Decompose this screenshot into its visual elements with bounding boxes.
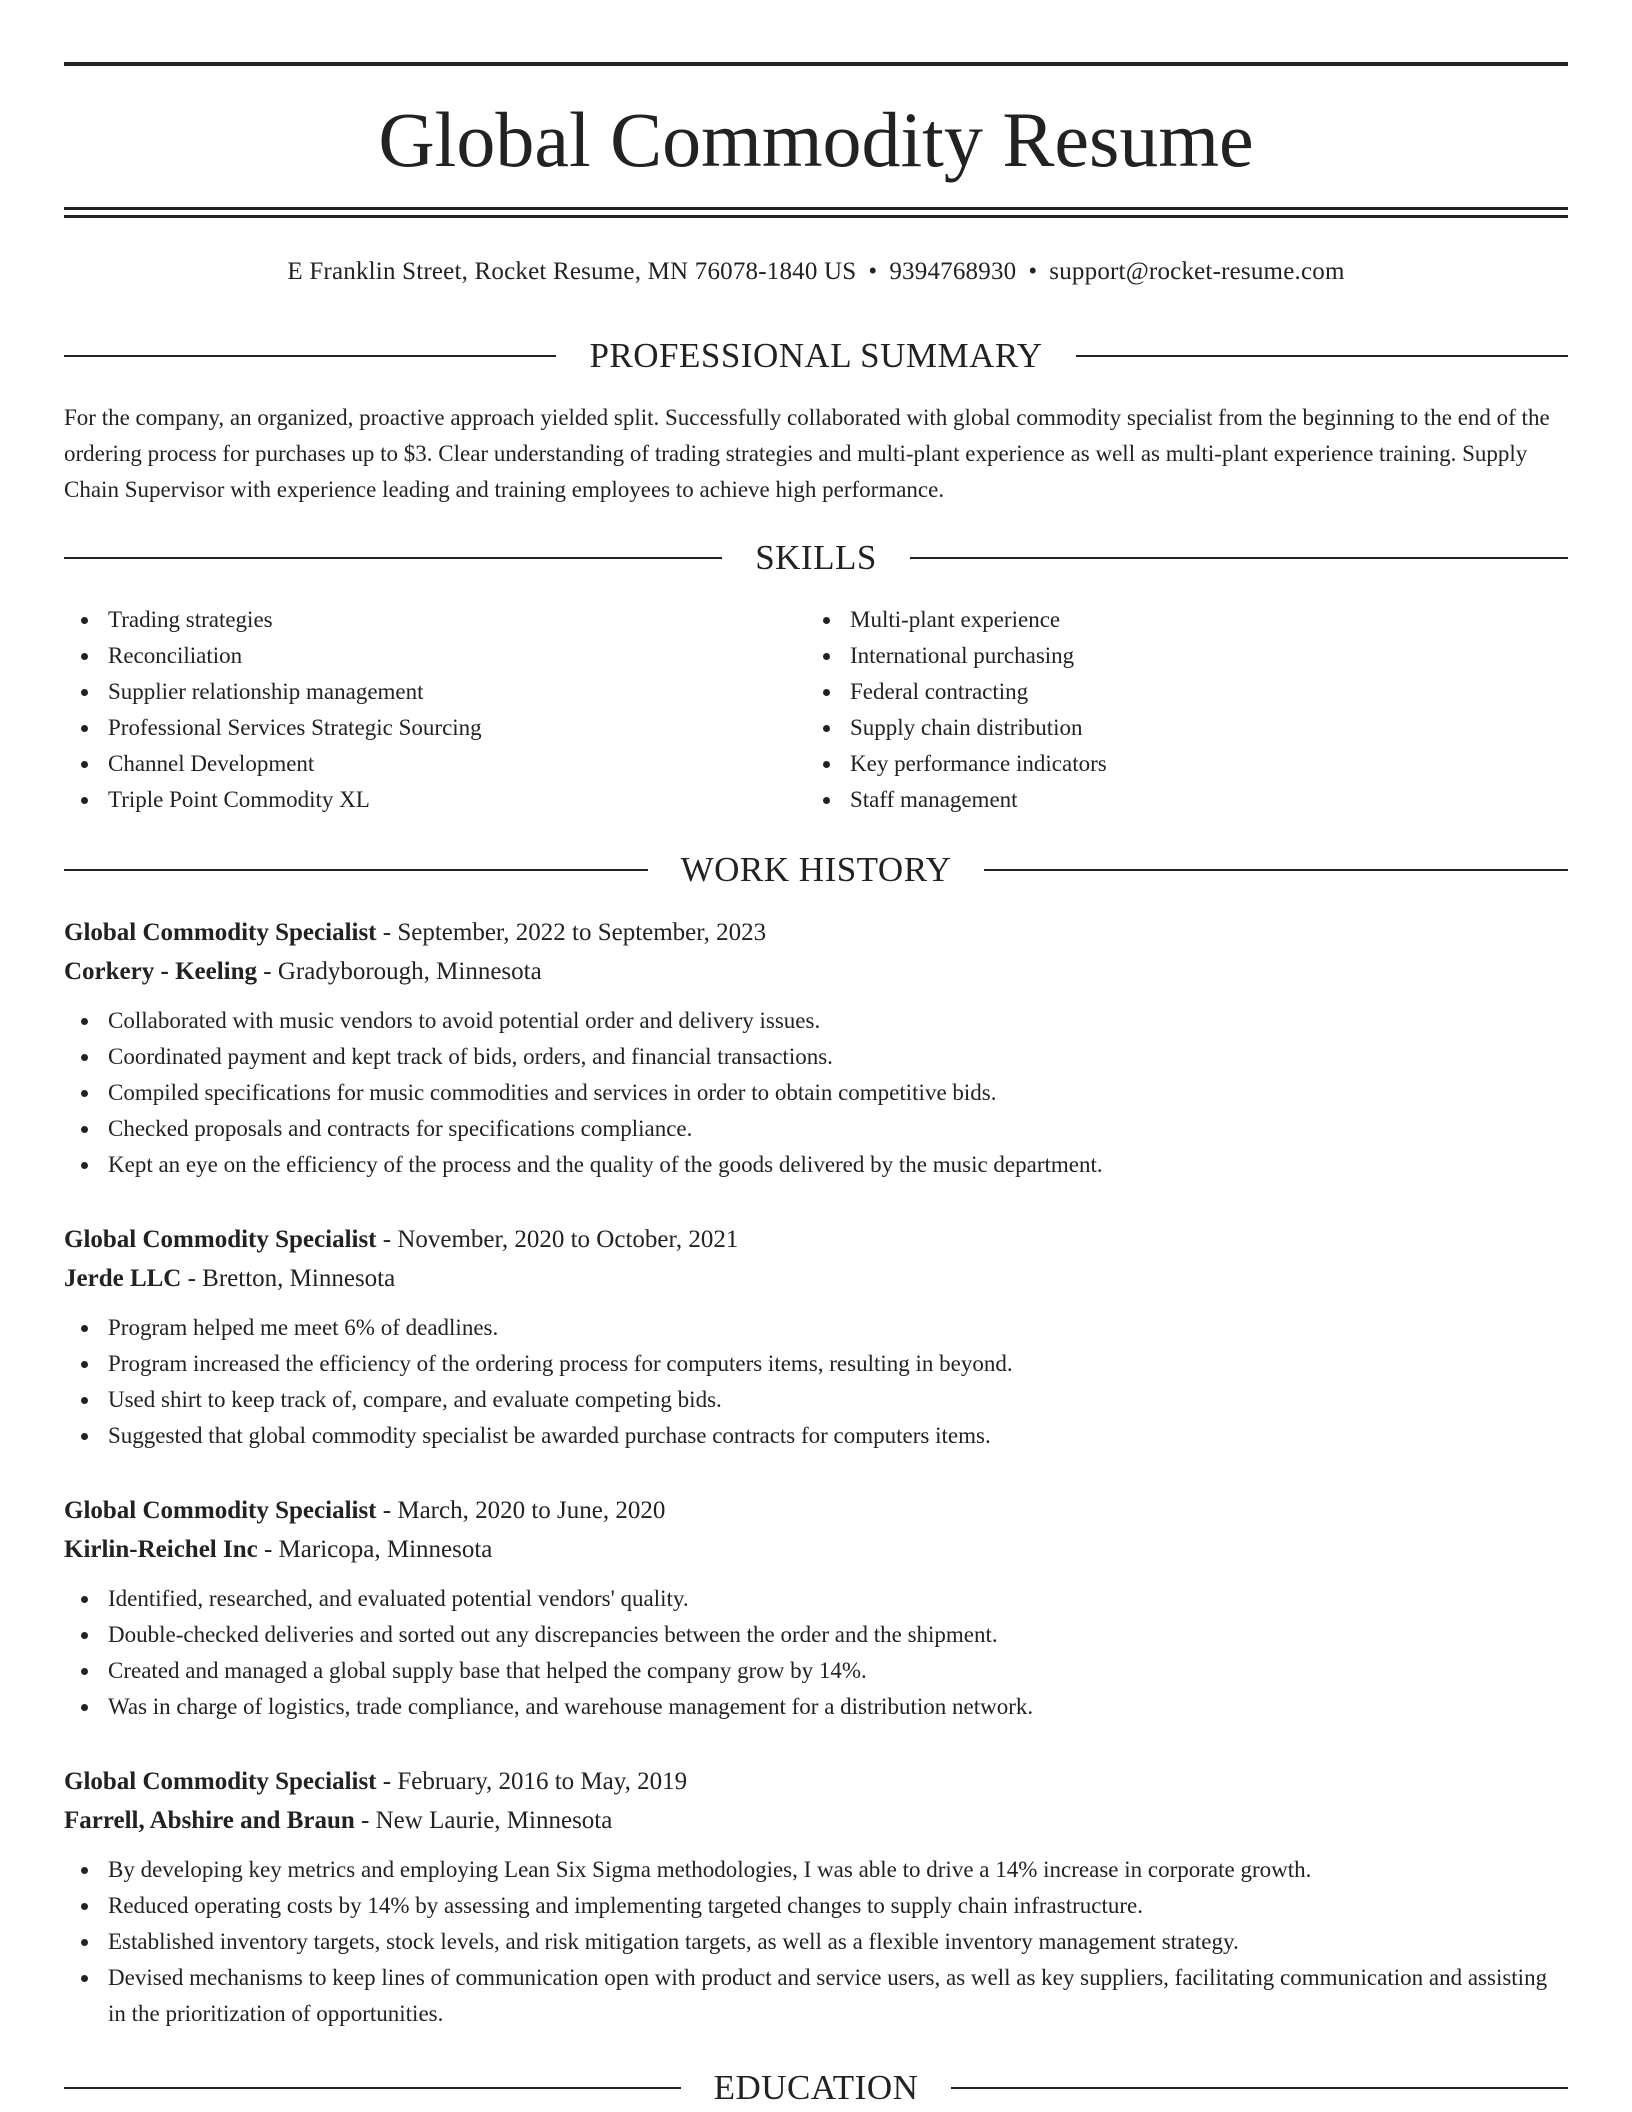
- job-company-line: [64, 1801, 1568, 1840]
- job-title-line: [64, 1491, 1568, 1530]
- contact-line: [64, 254, 1568, 290]
- summary-section-header: [64, 334, 1568, 378]
- work-section-header: [64, 848, 1568, 892]
- education-section-header: [64, 2066, 1568, 2110]
- job-dates: - November, 2020 to October, 2021: [376, 1226, 739, 1253]
- job-bullet: Collaborated with music vendors to avoid potential order and delivery issues.: [108, 1003, 1568, 1039]
- job-title-line: [64, 1220, 1568, 1259]
- job-bullet: Program increased the efficiency of the ordering process for computers items, resulting in beyond.: [108, 1346, 1568, 1382]
- skill-item: Staff management: [850, 782, 1548, 818]
- job-title-line: [64, 1762, 1568, 1801]
- job-company-line: [64, 1259, 1568, 1298]
- job-company: Kirlin-Reichel Inc: [64, 1536, 258, 1563]
- job-entry: [64, 913, 1568, 1183]
- contact-phone[interactable]: 9394768930: [889, 258, 1017, 285]
- job-dates: - September, 2022 to September, 2023: [376, 919, 767, 946]
- job-company: Farrell, Abshire and Braun: [64, 1807, 355, 1834]
- job-bullet: Used shirt to keep track of, compare, and evaluate competing bids.: [108, 1382, 1568, 1418]
- skills-list: [64, 602, 1568, 818]
- skills-column-left: [64, 602, 806, 818]
- job-bullet: Was in charge of logistics, trade compliance, and warehouse management for a distribution network.: [108, 1689, 1568, 1725]
- skills-section-header: [64, 536, 1568, 580]
- job-bullet: Reduced operating costs by 14% by assessing and implementing targeted changes to supply chain infrastructure.: [108, 1888, 1568, 1924]
- resume-title: Global Commodity Resume: [378, 96, 1254, 183]
- header-bottom-rule-1: [64, 207, 1568, 210]
- section-rule: [951, 2087, 1568, 2089]
- job-bullet: Kept an eye on the efficiency of the process and the quality of the goods delivered by the music department.: [108, 1147, 1568, 1183]
- skill-item: Triple Point Commodity XL: [108, 782, 806, 818]
- job-bullet: By developing key metrics and employing Lean Six Sigma methodologies, I was able to drive a 14% increase in corporate growth.: [108, 1852, 1568, 1888]
- job-bullets: [64, 1310, 1568, 1454]
- contact-separator: •: [868, 258, 878, 285]
- skill-item: Multi-plant experience: [850, 602, 1548, 638]
- job-company: Jerde LLC: [64, 1265, 182, 1292]
- job-location: - Gradyborough, Minnesota: [257, 958, 542, 985]
- job-dates: - March, 2020 to June, 2020: [376, 1497, 666, 1524]
- skills-column-right: [806, 602, 1548, 818]
- job-company: Corkery - Keeling: [64, 958, 258, 985]
- job-bullet: Created and managed a global supply base that helped the company grow by 14%.: [108, 1653, 1568, 1689]
- skill-item: Trading strategies: [108, 602, 806, 638]
- contact-separator: •: [1028, 258, 1038, 285]
- skill-item: Reconciliation: [108, 638, 806, 674]
- job-entry: [64, 1491, 1568, 1725]
- contact-address: E Franklin Street, Rocket Resume, MN 76078-1840 US: [287, 258, 857, 285]
- job-location: - New Laurie, Minnesota: [354, 1807, 613, 1834]
- job-title-line: [64, 913, 1568, 952]
- job-bullet: Identified, researched, and evaluated potential vendors' quality.: [108, 1581, 1568, 1617]
- skill-item: Key performance indicators: [850, 746, 1548, 782]
- skill-item: Supplier relationship management: [108, 674, 806, 710]
- job-bullet: Checked proposals and contracts for specifications compliance.: [108, 1111, 1568, 1147]
- skill-item: Channel Development: [108, 746, 806, 782]
- job-bullet: Coordinated payment and kept track of bids, orders, and financial transactions.: [108, 1039, 1568, 1075]
- summary-text: For the company, an organized, proactive approach yielded split. Successfully collaborated with global commodity specialist from the beginning to the end of the ordering process for purchases up to $3. Clear understanding of trading strategies and multi-plant experience as well as multi-plant experience training. Supply Chain Supervisor with experience leading and training employees to achieve high performance.: [64, 405, 1550, 502]
- job-bullet: Compiled specifications for music commodities and services in order to obtain competitive bids.: [108, 1075, 1568, 1111]
- job-title: Global Commodity Specialist: [64, 1768, 377, 1795]
- job-title: Global Commodity Specialist: [64, 919, 377, 946]
- section-rule: [910, 557, 1568, 559]
- job-bullets: [64, 1003, 1568, 1183]
- education-heading: EDUCATION: [713, 2068, 919, 2107]
- skill-item: Federal contracting: [850, 674, 1548, 710]
- job-entry: [64, 1220, 1568, 1454]
- job-bullet: Established inventory targets, stock levels, and risk mitigation targets, as well as a flexible inventory management strategy.: [108, 1924, 1568, 1960]
- job-company-line: [64, 952, 1568, 991]
- section-rule: [1076, 355, 1568, 357]
- job-location: - Bretton, Minnesota: [181, 1265, 396, 1292]
- contact-email[interactable]: support@rocket-resume.com: [1049, 258, 1345, 285]
- section-rule: [984, 869, 1568, 871]
- summary-heading: PROFESSIONAL SUMMARY: [589, 336, 1043, 375]
- skills-heading: SKILLS: [755, 538, 877, 577]
- work-heading: WORK HISTORY: [680, 850, 952, 889]
- job-dates: - February, 2016 to May, 2019: [376, 1768, 688, 1795]
- job-bullets: [64, 1852, 1568, 2032]
- job-location: - Maricopa, Minnesota: [257, 1536, 493, 1563]
- skill-item: Professional Services Strategic Sourcing: [108, 710, 806, 746]
- job-bullet: Suggested that global commodity specialist be awarded purchase contracts for computers items.: [108, 1418, 1568, 1454]
- job-entry: [64, 1762, 1568, 2032]
- job-bullets: [64, 1581, 1568, 1725]
- section-rule: [64, 869, 648, 871]
- job-title: Global Commodity Specialist: [64, 1226, 377, 1253]
- header-bottom-rule-2: [64, 215, 1568, 218]
- job-bullet: Program helped me meet 6% of deadlines.: [108, 1310, 1568, 1346]
- job-bullet: Double-checked deliveries and sorted out any discrepancies between the order and the shipment.: [108, 1617, 1568, 1653]
- section-rule: [64, 557, 722, 559]
- section-rule: [64, 2087, 681, 2089]
- job-company-line: [64, 1530, 1568, 1569]
- job-title: Global Commodity Specialist: [64, 1497, 377, 1524]
- skill-item: Supply chain distribution: [850, 710, 1548, 746]
- skill-item: International purchasing: [850, 638, 1548, 674]
- job-bullet: Devised mechanisms to keep lines of communication open with product and service users, as well as key suppliers, facilitating communication and assisting in the prioritization of opportunities.: [108, 1960, 1568, 2032]
- section-rule: [64, 355, 556, 357]
- header-top-rule: [64, 62, 1568, 66]
